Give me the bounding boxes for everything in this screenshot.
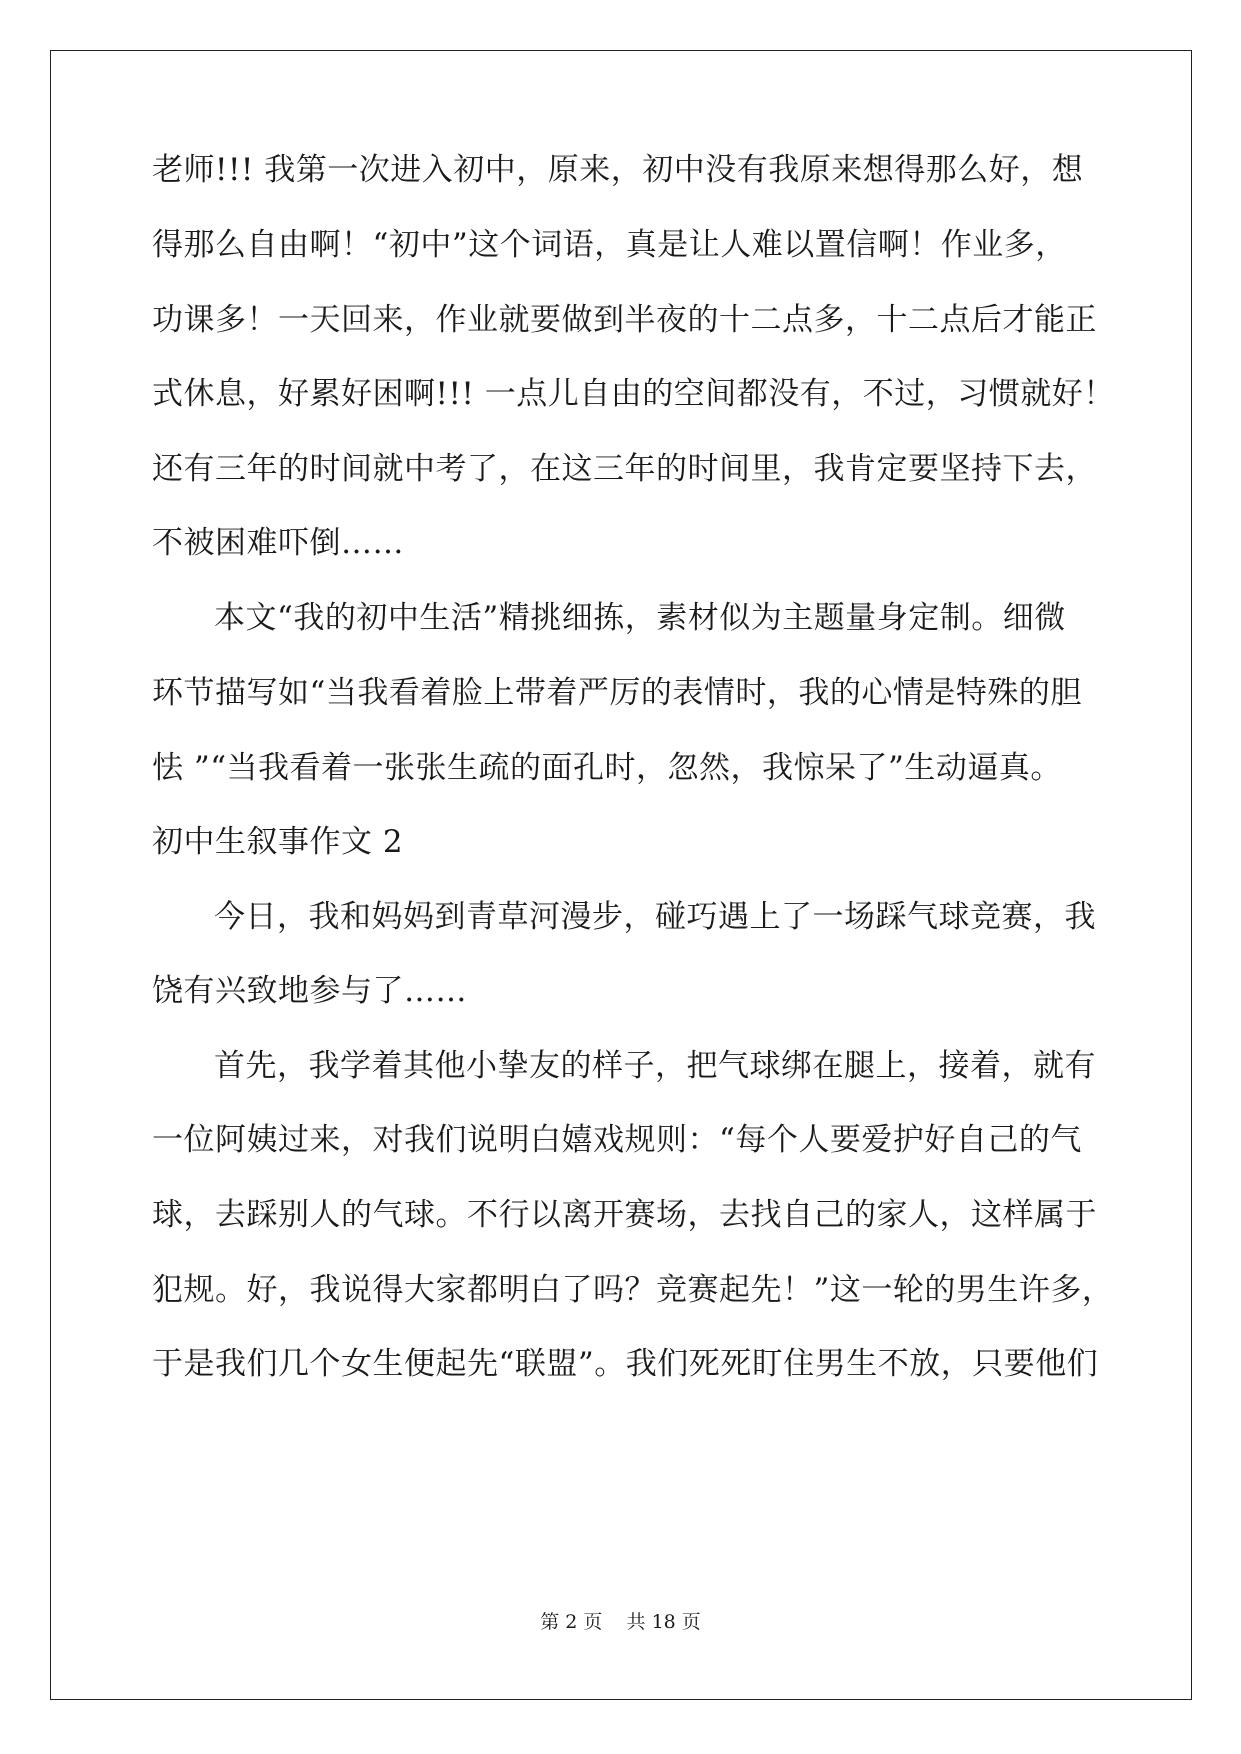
text-line: 得那么自由啊！“初中”这个词语，真是让人难以置信啊！作业多， [152,227,1067,263]
page-number-footer: 第 2 页 共 18 页 [540,1611,701,1633]
paragraph-first-line: 今日，我和妈妈到青草河漫步，碰巧遇上了一场踩气球竞赛，我 [214,899,1096,935]
paragraph-first-line: 首先，我学着其他小挚友的样子，把气球绑在腿上，接着，就有 [214,1048,1096,1084]
text-line: 球，去踩别人的气球。不行以离开赛场，去找自己的家人，这样属于 [152,1197,1097,1233]
section-heading: 初中生叙事作文 2 [152,824,404,860]
text-line: 怯 ”“当我看着一张张生疏的面孔时，忽然，我惊呆了”生动逼真。 [152,750,1062,786]
text-line: 功课多！一天回来，作业就要做到半夜的十二点多，十二点后才能正 [152,302,1097,338]
text-line: 还有三年的时间就中考了，在这三年的时间里，我肯定要坚持下去， [152,451,1097,487]
text-line: 不被困难吓倒…… [152,525,404,561]
text-line: 式休息，好累好困啊!!! 一点儿自由的空间都没有，不过，习惯就好！ [152,376,1115,412]
text-line: 犯规。好，我说得大家都明白了吗？竞赛起先！”这一轮的男生许多， [152,1272,1114,1308]
text-line: 于是我们几个女生便起先“联盟”。我们死死盯住男生不放，只要他们 [152,1346,1099,1382]
paragraph-first-line: 本文“我的初中生活”精挑细拣，素材似为主题量身定制。细微 [214,600,1066,636]
page-border [50,50,1192,1700]
text-line: 一位阿姨过来，对我们说明白嬉戏规则：“每个人要爱护好自己的气 [152,1122,1082,1158]
text-line: 环节描写如“当我看着脸上带着严厉的表情时，我的心情是特殊的胆 [152,675,1082,711]
text-line: 老师!!! 我第一次进入初中，原来，初中没有我原来想得那么好，想 [152,152,1084,188]
text-line: 饶有兴致地参与了…… [152,973,467,1009]
